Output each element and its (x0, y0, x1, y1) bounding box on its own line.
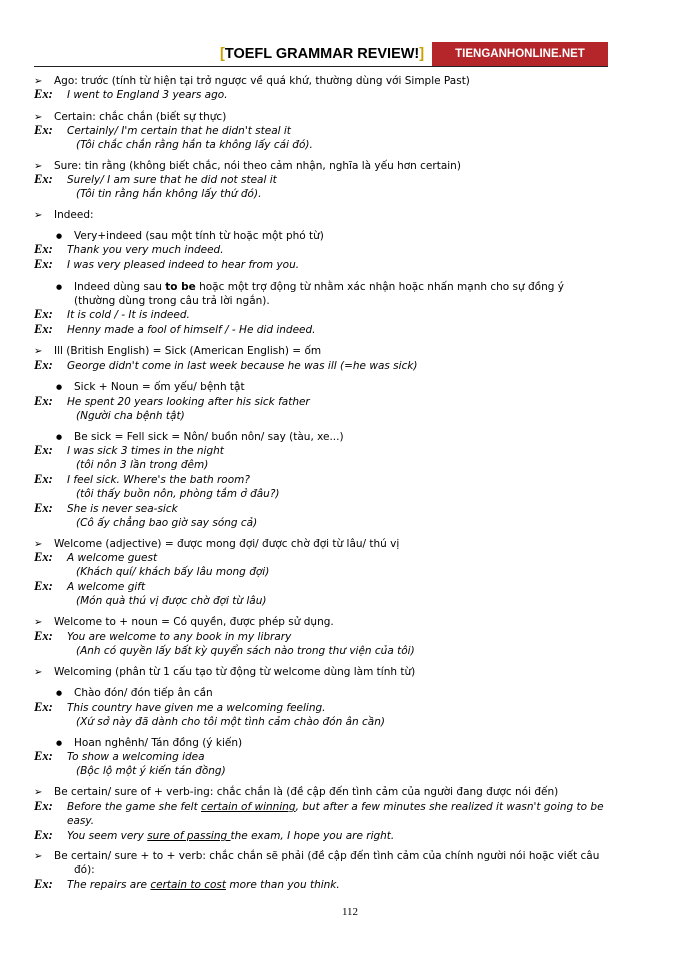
bullet-item (74, 381, 245, 394)
example-sentence (67, 259, 299, 272)
example-sentence (67, 631, 291, 644)
arrow-item (54, 666, 415, 679)
example-sentence (67, 830, 394, 843)
line-text: (Người cha bệnh tật) (76, 410, 185, 422)
example-label: Ex: (34, 700, 53, 714)
example-sentence (67, 89, 228, 102)
page-header (220, 42, 608, 66)
line-text-rest: , but after a few minutes she realized it wasn't going to be (295, 801, 604, 813)
arrow-marker-icon: ➢ (34, 667, 43, 678)
line-text: Sick + Noun = ốm yếu/ bệnh tật (74, 381, 245, 393)
example-label: Ex: (34, 257, 53, 271)
underlined-phrase: sure of passing (147, 830, 231, 842)
example-label: Ex: (34, 629, 53, 643)
line-text: đó): (74, 864, 95, 876)
example-sentence (67, 396, 310, 409)
translation-line (76, 716, 385, 729)
line-text: A welcome guest (67, 552, 158, 564)
arrow-marker-icon: ➢ (34, 787, 43, 798)
line-text: (Cô ấy chẳng bao giờ say sóng cả) (76, 517, 258, 529)
translation-line (76, 517, 257, 530)
example-sentence (67, 801, 604, 814)
example-label: Ex: (34, 307, 53, 321)
line-text: Sure: tin rằng (không biết chắc, nói theo cảm nhận, nghĩa là yếu hơn certain) (54, 160, 461, 172)
line-text: (tôi nôn 3 lần trong đêm) (76, 459, 209, 471)
bullet-marker-icon: ● (56, 283, 63, 291)
line-text-rest: the exam, I hope you are right. (230, 830, 395, 842)
translation-line (76, 410, 185, 423)
bullet-item (74, 230, 324, 243)
arrow-marker-icon: ➢ (34, 161, 43, 172)
line-text: You seem very (67, 830, 148, 842)
example-label: Ex: (34, 87, 53, 101)
example-label: Ex: (34, 799, 53, 813)
line-text: This country have given me a welcoming feeling. (67, 702, 326, 714)
line-text: Welcome to + noun = Có quyền, được phép sử dụng. (54, 616, 334, 628)
bullet-item (74, 737, 242, 750)
page-number: 112 (341, 906, 359, 918)
line-text: George didn't come in last week because he was ill (=he was sick) (67, 360, 418, 372)
line-text: (Bộc lộ một ý kiến tán đồng) (76, 765, 226, 777)
example-label: Ex: (34, 394, 53, 408)
line-text: (Món quà thú vị được chờ đợi từ lâu) (76, 595, 267, 607)
line-text: Chào đón/ đón tiếp ân cần (74, 687, 213, 699)
header-site-banner: TIENGANHONLINE.NET (432, 42, 608, 66)
example-label: Ex: (34, 123, 53, 137)
example-label: Ex: (34, 358, 53, 372)
arrow-marker-icon: ➢ (34, 210, 43, 221)
arrow-marker-icon: ➢ (34, 851, 43, 862)
line-text: (Tôi tin rằng hắn không lấy thứ đó). (76, 188, 262, 200)
example-sentence (67, 244, 224, 257)
arrow-marker-icon: ➢ (34, 76, 43, 87)
example-sentence (67, 309, 190, 322)
example-sentence (67, 125, 291, 138)
example-label: Ex: (34, 749, 53, 763)
bullet-marker-icon: ● (56, 232, 63, 240)
bullet-marker-icon: ● (56, 383, 63, 391)
example-sentence (67, 815, 94, 828)
line-text: Welcoming (phân từ 1 cấu tạo từ động từ welcome dùng làm tính từ) (54, 666, 416, 678)
header-rule (34, 66, 608, 67)
arrow-item (54, 616, 334, 629)
line-text: I was sick 3 times in the night (67, 445, 224, 457)
translation-line (76, 645, 415, 658)
example-sentence (67, 581, 145, 594)
example-sentence (67, 702, 326, 715)
line-text: (Tôi chắc chắn rằng hắn ta không lấy cái đó). (76, 139, 313, 151)
line-text: Be certain/ sure of + verb-ing: chắc chắn là (đề cập đến tình cảm của người đang được nói đến) (54, 786, 559, 798)
example-sentence (67, 503, 178, 516)
example-label: Ex: (34, 877, 53, 891)
line-text: (Anh có quyền lấy bất kỳ quyển sách nào trong thư viện của tôi) (76, 645, 415, 657)
example-label: Ex: (34, 242, 53, 256)
example-sentence (67, 174, 277, 187)
translation-line (76, 488, 280, 501)
line-text-rest: more than you think. (226, 879, 340, 891)
example-sentence (67, 445, 224, 458)
bullet-item (74, 281, 564, 294)
arrow-item (54, 538, 399, 551)
line-text: Indeed: (54, 209, 94, 221)
line-text: It is cold / - It is indeed. (67, 309, 190, 321)
translation-line (76, 765, 226, 778)
continuation-line (74, 864, 95, 877)
line-text: (Xứ sở này đã dành cho tôi một tình cảm chào đón ân cần) (76, 716, 385, 728)
arrow-marker-icon: ➢ (34, 617, 43, 628)
line-text: The repairs are (67, 879, 151, 891)
line-text: (Khách quí/ khách bấy lâu mong đợi) (76, 566, 270, 578)
bold-term: to be (165, 281, 196, 293)
example-label: Ex: (34, 172, 53, 186)
translation-line (76, 188, 261, 201)
line-text: Certain: chắc chắn (biết sự thực) (54, 111, 227, 123)
arrow-item (54, 75, 470, 88)
line-text: Welcome (adjective) = được mong đợi/ được chờ đợi từ lâu/ thú vị (54, 538, 400, 550)
bullet-marker-icon: ● (56, 689, 63, 697)
example-label: Ex: (34, 579, 53, 593)
arrow-item (54, 850, 599, 863)
line-text: Henny made a fool of himself / - He did indeed. (67, 324, 316, 336)
example-label: Ex: (34, 828, 53, 842)
line-text: You are welcome to any book in my library (67, 631, 292, 643)
line-text: Ago: trước (tính từ hiện tại trở ngược về quá khứ, thường dùng với Simple Past) (54, 75, 470, 87)
line-text: Before the game she felt (67, 801, 202, 813)
arrow-item (54, 786, 558, 799)
line-text: Be sick = Fell sick = Nôn/ buồn nôn/ say (tàu, xe...) (74, 431, 344, 443)
example-sentence (67, 474, 250, 487)
arrow-item (54, 111, 226, 124)
translation-line (76, 459, 208, 472)
bullet-marker-icon: ● (56, 433, 63, 441)
continuation-line (74, 295, 270, 308)
translation-line (76, 566, 269, 579)
example-sentence (67, 552, 157, 565)
line-text: easy. (67, 815, 95, 827)
example-sentence (67, 879, 340, 892)
arrow-marker-icon: ➢ (34, 539, 43, 550)
example-sentence (67, 324, 316, 337)
line-text: I went to England 3 years ago. (67, 89, 228, 101)
header-title: [TOEFL GRAMMAR REVIEW!] (220, 46, 425, 62)
line-text: (thường dùng trong câu trả lời ngắn). (74, 295, 270, 307)
line-text: I was very pleased indeed to hear from you. (67, 259, 300, 271)
line-text: To show a welcoming idea (67, 751, 205, 763)
line-text-rest: hoặc một trợ động từ nhằm xác nhận hoặc nhấn mạnh cho sự đồng ý (195, 281, 564, 293)
arrow-marker-icon: ➢ (34, 112, 43, 123)
translation-line (76, 595, 267, 608)
line-text: (tôi thấy buồn nôn, phòng tắm ở đâu?) (76, 488, 280, 500)
line-text: Certainly/ I'm certain that he didn't steal it (67, 125, 291, 137)
example-label: Ex: (34, 501, 53, 515)
example-label: Ex: (34, 472, 53, 486)
arrow-item (54, 160, 461, 173)
line-text: Indeed dùng sau (74, 281, 166, 293)
arrow-item (54, 209, 94, 222)
line-text: Surely/ I am sure that he did not steal it (67, 174, 277, 186)
line-text: Ill (British English) = Sick (American English) = ốm (54, 345, 322, 357)
line-text: Very+indeed (sau một tính từ hoặc một phó từ) (74, 230, 324, 242)
example-label: Ex: (34, 322, 53, 336)
line-text: He spent 20 years looking after his sick father (67, 396, 310, 408)
translation-line (76, 139, 313, 152)
underlined-phrase: certain to cost (150, 879, 227, 891)
line-text: Thank you very much indeed. (67, 244, 224, 256)
arrow-item (54, 345, 321, 358)
example-sentence (67, 751, 205, 764)
arrow-marker-icon: ➢ (34, 346, 43, 357)
line-text: A welcome gift (67, 581, 146, 593)
line-text: Be certain/ sure + to + verb: chắc chắn sẽ phải (đề cập đến tình cảm của chính người nói hoặc viết câu (54, 850, 600, 862)
example-label: Ex: (34, 443, 53, 457)
underlined-phrase: certain of winning (201, 801, 296, 813)
line-text: Hoan nghênh/ Tán đồng (ý kiến) (74, 737, 243, 749)
bullet-marker-icon: ● (56, 739, 63, 747)
bullet-item (74, 687, 213, 700)
line-text: I feel sick. Where's the bath room? (67, 474, 250, 486)
example-label: Ex: (34, 550, 53, 564)
bullet-item (74, 431, 344, 444)
line-text: She is never sea-sick (67, 503, 178, 515)
example-sentence (67, 360, 418, 373)
